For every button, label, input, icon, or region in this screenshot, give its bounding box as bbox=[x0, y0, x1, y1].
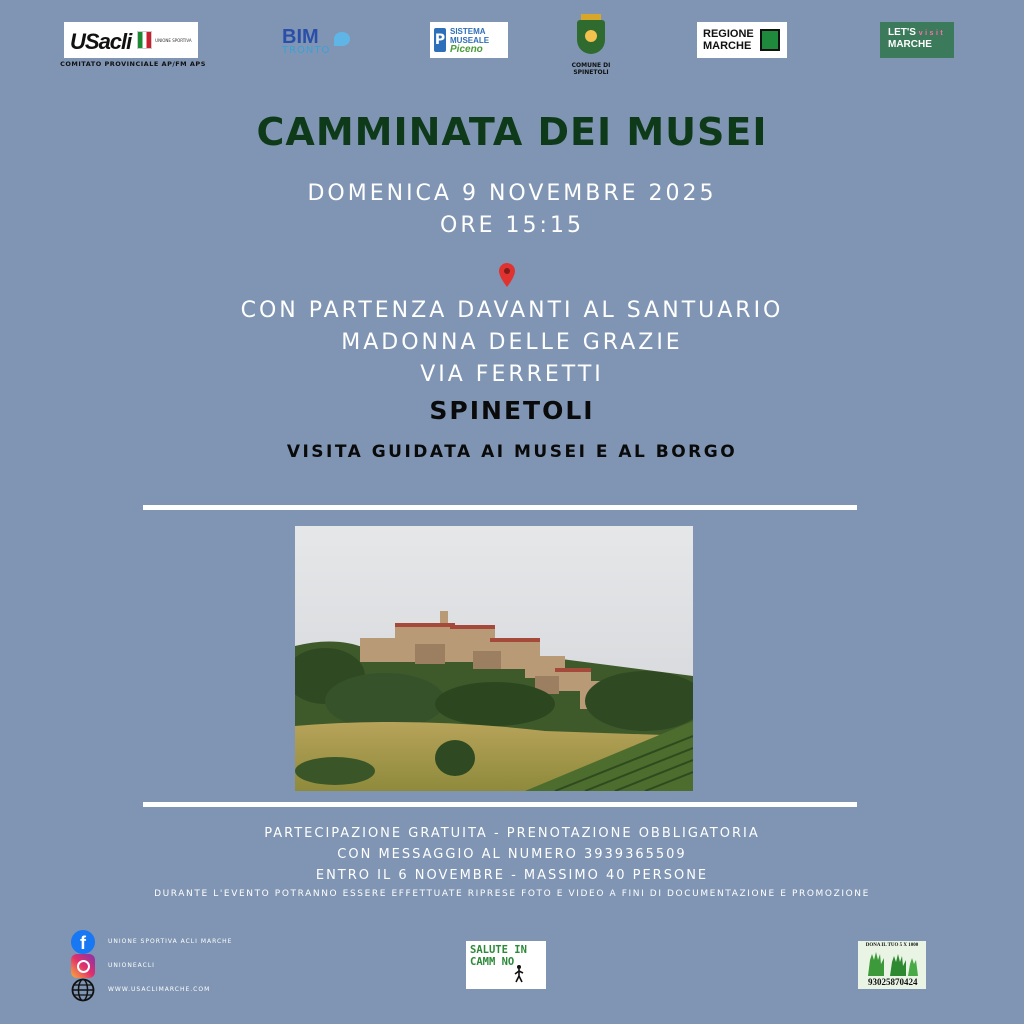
usacli-caption: COMITATO PROVINCIALE AP/FM APS bbox=[60, 60, 206, 68]
spinetoli-photo bbox=[295, 526, 693, 791]
usacli-mark-acli: acli bbox=[98, 28, 132, 54]
comune-caption bbox=[564, 62, 618, 76]
divider-top bbox=[143, 505, 857, 510]
lets-line1: LET'S bbox=[888, 27, 916, 38]
bim-tronto-logo bbox=[282, 26, 356, 66]
water-drop-icon bbox=[334, 32, 350, 46]
sistema-line1: SISTEMA bbox=[450, 26, 486, 36]
salute-in-cammino-logo bbox=[466, 941, 546, 989]
info-line1: PARTECIPAZIONE GRATUITA - PRENOTAZIONE OBBLIGATORIA bbox=[264, 826, 760, 841]
event-title: CAMMINATA DEI MUSEI bbox=[256, 110, 768, 154]
tronto-text: TRONTO bbox=[282, 45, 331, 56]
lets-visit-marche-logo bbox=[880, 22, 954, 58]
info-line2: CON MESSAGGIO AL NUMERO 3939365509 bbox=[337, 847, 687, 862]
bim-text: BIM bbox=[282, 26, 319, 48]
facebook-handle[interactable]: UNIONE SPORTIVA ACLI MARCHE bbox=[108, 938, 233, 945]
regione-emblem-icon bbox=[760, 29, 780, 51]
address-line2: MADONNA DELLE GRAZIE bbox=[341, 330, 683, 355]
event-subtitle: VISITA GUIDATA AI MUSEI E AL BORGO bbox=[286, 442, 738, 462]
address-line3: VIA FERRETTI bbox=[420, 362, 604, 387]
sistema-p-icon: P bbox=[434, 28, 446, 52]
instagram-icon[interactable] bbox=[71, 954, 95, 978]
regione-line1: REGIONE bbox=[703, 28, 754, 40]
facebook-icon[interactable]: f bbox=[71, 930, 95, 954]
website-link[interactable]: WWW.USACLIMARCHE.COM bbox=[108, 986, 211, 993]
sistema-line3: Piceno bbox=[450, 43, 483, 55]
usacli-mark-us: US bbox=[70, 28, 99, 54]
regione-marche-logo bbox=[697, 22, 787, 58]
comune-caption-line2: SPINETOLI bbox=[573, 69, 609, 76]
hands-icon bbox=[862, 950, 922, 976]
comune-crest-logo bbox=[574, 20, 608, 58]
divider-bottom bbox=[143, 802, 857, 807]
italy-flag-icon bbox=[137, 31, 152, 49]
sistema-line2: MUSEALE bbox=[450, 35, 490, 45]
map-pin-icon bbox=[499, 263, 515, 289]
dona-top-text: DONA IL TUO 5 X 1000 bbox=[865, 943, 919, 948]
dona-5x1000-badge bbox=[858, 941, 926, 989]
regione-line2: MARCHE bbox=[703, 40, 752, 52]
event-date: DOMENICA 9 NOVEMBRE 2025 bbox=[307, 181, 717, 206]
globe-icon[interactable] bbox=[71, 978, 95, 1002]
lets-line2: MARCHE bbox=[888, 39, 932, 50]
usacli-logo-mark bbox=[70, 25, 131, 56]
salute-line2: CAMM NO bbox=[470, 956, 515, 968]
info-line4: DURANTE L'EVENTO POTRANNO ESSERE EFFETTUATE RIPRESE FOTO E VIDEO A FINI DI DOCUMENTAZIONE E PROMOZIONE bbox=[154, 889, 870, 899]
instagram-handle[interactable]: UNIONEACLI bbox=[108, 962, 155, 969]
comune-caption-line1: COMUNE DI bbox=[571, 62, 611, 69]
walker-icon bbox=[514, 965, 524, 983]
town-name: SPINETOLI bbox=[429, 396, 595, 425]
usacli-logo bbox=[64, 22, 198, 58]
event-time: ORE 15:15 bbox=[440, 213, 584, 238]
address-line1: CON PARTENZA DAVANTI AL SANTUARIO bbox=[240, 298, 784, 323]
info-line3: ENTRO IL 6 NOVEMBRE - MASSIMO 40 PERSONE bbox=[315, 868, 709, 883]
sistema-museale-logo bbox=[430, 22, 508, 58]
dona-number: 93025870424 bbox=[868, 977, 918, 987]
salute-line1: SALUTE IN bbox=[470, 944, 527, 956]
lets-visit: visit bbox=[918, 30, 946, 37]
crest-icon bbox=[577, 20, 605, 54]
usacli-small-text: UNIONE SPORTIVA bbox=[155, 37, 192, 43]
